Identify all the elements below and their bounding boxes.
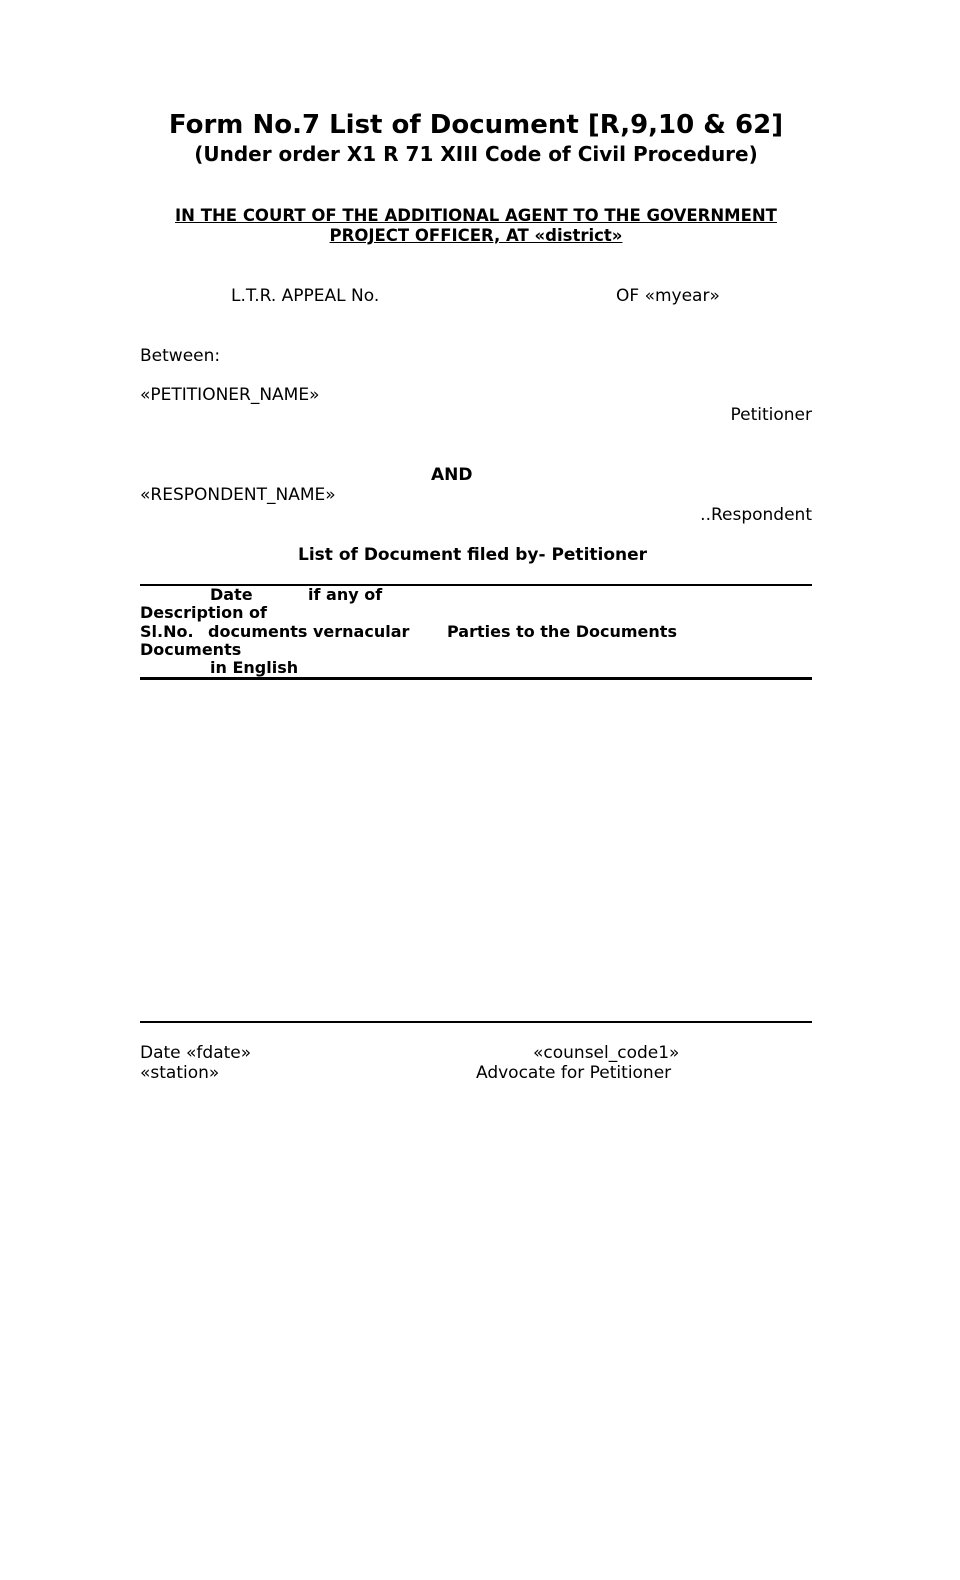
header-if-any-of: if any of xyxy=(308,585,383,604)
respondent-name: «RESPONDENT_NAME» xyxy=(140,485,336,505)
header-documents-vernacular: documents vernacular xyxy=(208,622,410,641)
between-label: Between: xyxy=(140,346,221,366)
header-slno: Sl.No. xyxy=(140,622,194,641)
respondent-role: ..Respondent xyxy=(700,505,812,525)
header-description-of: Description of xyxy=(140,603,268,622)
header-parties: Parties to the Documents xyxy=(447,622,677,641)
header-date: Date xyxy=(210,585,253,604)
and-separator: AND xyxy=(431,465,473,485)
form-title: Form No.7 List of Document [R,9,10 & 62] xyxy=(168,110,784,140)
form-subtitle: (Under order X1 R 71 XIII Code of Civil Procedure) xyxy=(194,142,758,166)
footer-date: Date «fdate» xyxy=(140,1043,252,1063)
table-header-rule xyxy=(140,677,812,680)
header-in-english: in English xyxy=(210,658,299,677)
footer-counsel: «counsel_code1» xyxy=(533,1043,680,1063)
petitioner-role: Petitioner xyxy=(730,405,812,425)
header-documents: Documents xyxy=(140,640,242,659)
footer-station: «station» xyxy=(140,1063,220,1083)
court-heading-line-2: PROJECT OFFICER, AT «district» xyxy=(329,226,623,245)
court-heading-line-1: IN THE COURT OF THE ADDITIONAL AGENT TO THE GOVERNMENT xyxy=(175,206,777,225)
table-bottom-rule xyxy=(140,1021,812,1023)
footer-advocate: Advocate for Petitioner xyxy=(476,1063,672,1083)
petitioner-name: «PETITIONER_NAME» xyxy=(140,385,320,405)
appeal-year: OF «myear» xyxy=(616,286,720,306)
appeal-number-label: L.T.R. APPEAL No. xyxy=(231,286,380,306)
list-heading: List of Document filed by- Petitioner xyxy=(298,545,648,565)
